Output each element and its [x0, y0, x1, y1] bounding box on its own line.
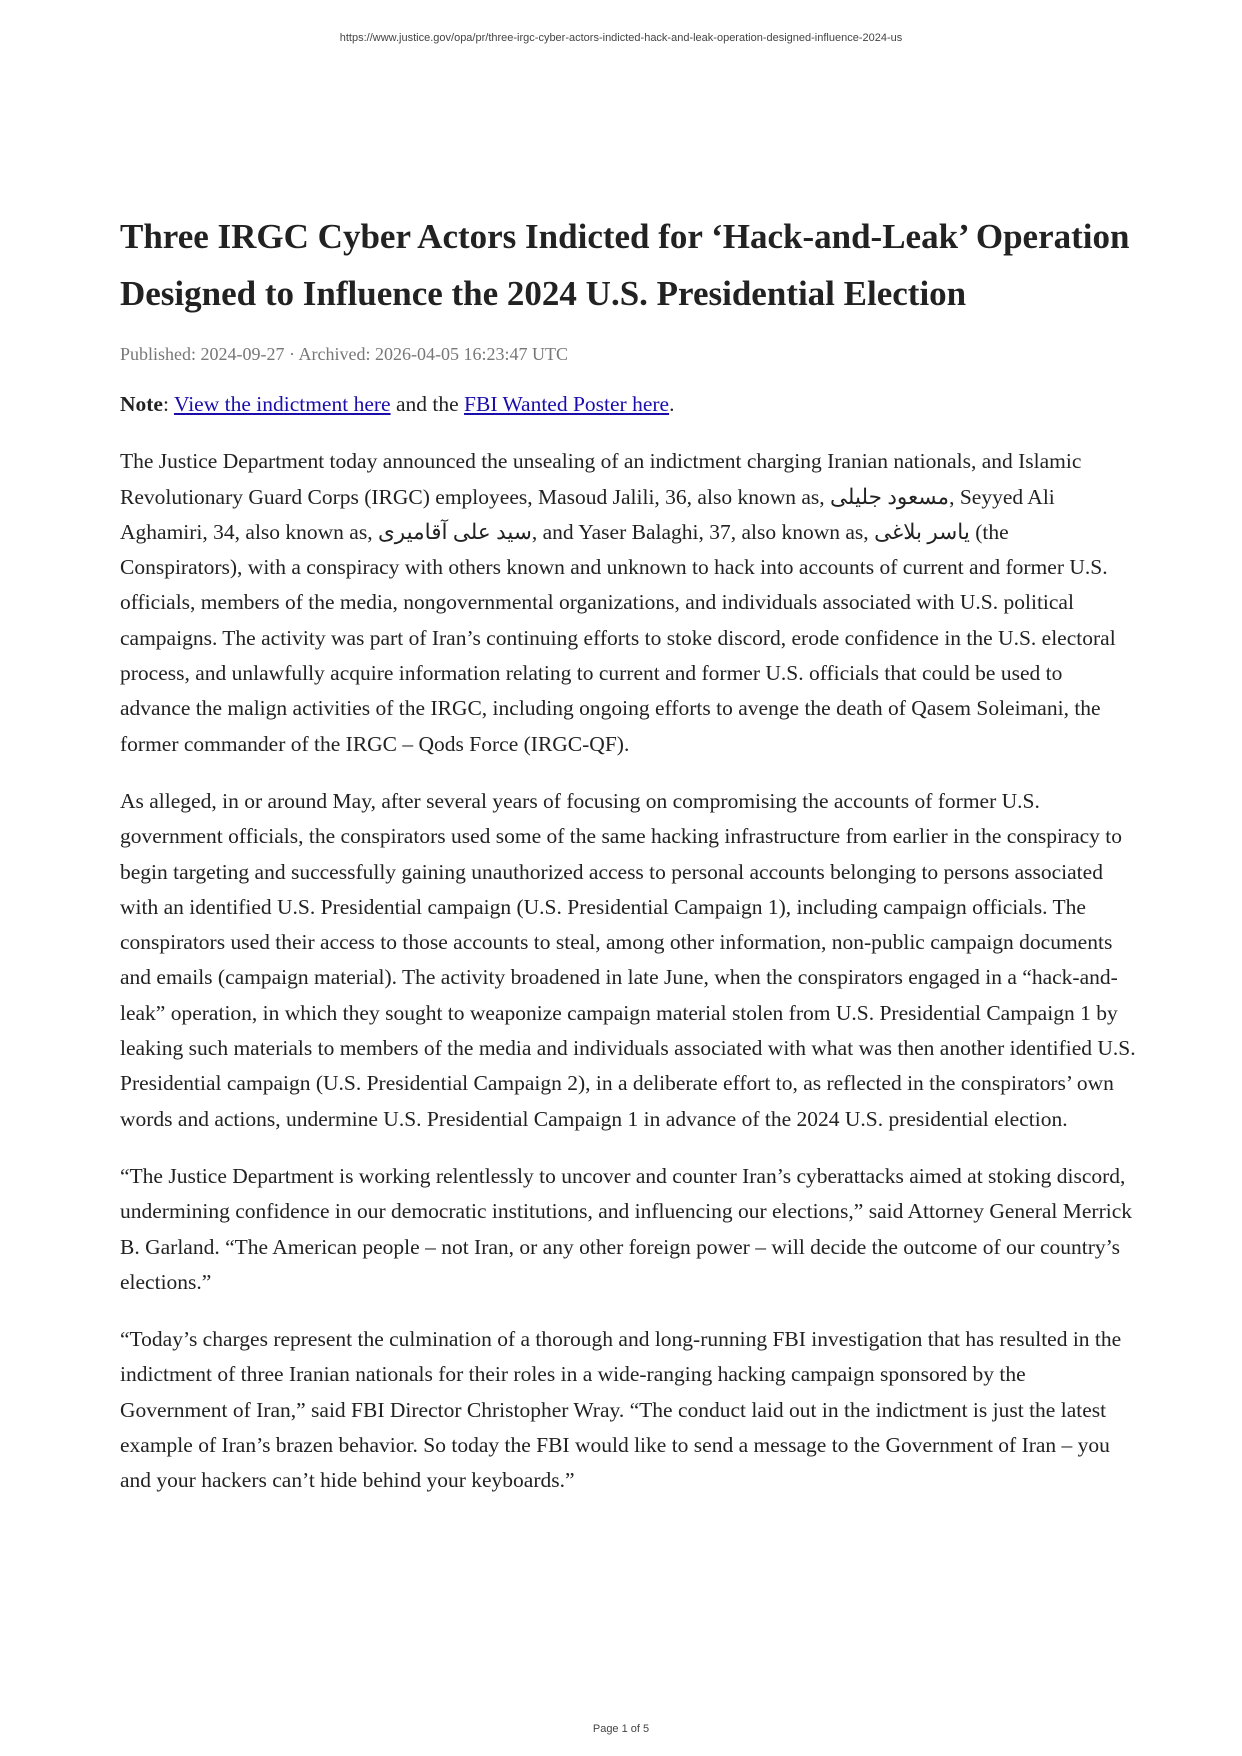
body-paragraph: As alleged, in or around May, after several years of focusing on compromising the accounts of former U.S. government officials, the conspirators used some of the same hacking infrastructure from earlier in the conspiracy to begin targeting and successfully gaining unauthorized access to personal accounts belonging to persons associated with an identified U.S. Presidential campaign (U.S. Presidential Campaign 1), including campaign officials. The conspirators used their access to those accounts to steal, among other information, non-public campaign documents and emails (campaign material). The activity broadened in late June, when the conspirators engaged in a “hack-and-leak” operation, in which they sought to weaponize campaign material stolen from U.S. Presidential Campaign 1 by leaking such materials to members of the media and individuals associated with what was then another identified U.S. Presidential campaign (U.S. Presidential Campaign 2), in a deliberate effort to, as reflected in the conspirators’ own words and actions, undermine U.S. Presidential Campaign 1 in advance of the 2024 U.S. presidential election.: [120, 788, 1136, 1131]
note-mid: and the: [390, 392, 465, 416]
publish-meta: Published: 2024-09-27 · Archived: 2026-04-05 16:23:47 UTC: [120, 344, 568, 364]
note-sep: :: [162, 392, 174, 416]
page-number: Page 1 of 5: [592, 1723, 650, 1735]
fbi-wanted-poster-link[interactable]: FBI Wanted Poster here: [464, 392, 670, 416]
article-title: Three IRGC Cyber Actors Indicted for ‘Hack-and-Leak’ Operation Designed to Influence the 2024 U.S. Presidential Election: [120, 217, 1130, 313]
indictment-link[interactable]: View the indictment here: [173, 392, 391, 416]
body-paragraph: “The Justice Department is working relentlessly to uncover and counter Iran’s cyberattacks aimed at stoking discord, undermining confidence in our democratic institutions, and influencing our elections,” said Attorney General Merrick B. Garland. “The American people – not Iran, or any other foreign power – will decide the outcome of our country’s elections.”: [120, 1163, 1132, 1294]
body-paragraph: The Justice Department today announced the unsealing of an indictment charging Iranian nationals, and Islamic Revolutionary Guard Corps (IRGC) employees, Masoud Jalili, 36, also known as, مسعود جلیلی, Seyyed Ali Aghamiri, 34, also known as, سید علی آقامیری, and Yaser Balaghi, 37, also known as, یاسر بلاغی (the Conspirators), with a conspiracy with others known and unknown to hack into accounts of current and former U.S. officials, members of the media, nongovernmental organizations, and individuals associated with U.S. political campaigns. The activity was part of Iran’s continuing efforts to stoke discord, erode confidence in the U.S. electoral process, and unlawfully acquire information relating to current and former U.S. officials that could be used to advance the malign activities of the IRGC, including ongoing efforts to avenge the death of Qasem Soleimani, the former commander of the IRGC – Qods Force (IRGC-QF).: [120, 449, 1116, 756]
article: [120, 208, 1136, 1521]
note-paragraph: [120, 387, 1136, 422]
note-end: .: [669, 392, 675, 416]
note-label: Note: [120, 392, 163, 416]
body-paragraph: “Today’s charges represent the culmination of a thorough and long-running FBI investigation that has resulted in the indictment of three Iranian nationals for their roles in a wide-ranging hacking campaign sponsored by the Government of Iran,” said FBI Director Christopher Wray. “The conduct laid out in the indictment is just the latest example of Iran’s brazen behavior. So today the FBI would like to send a message to the Government of Iran – you and your hackers can’t hide behind your keyboards.”: [120, 1327, 1122, 1493]
page-url-header: https://www.justice.gov/opa/pr/three-irgc-cyber-actors-indicted-hack-and-leak-operation-designed-influence-2024-us: [339, 32, 903, 44]
